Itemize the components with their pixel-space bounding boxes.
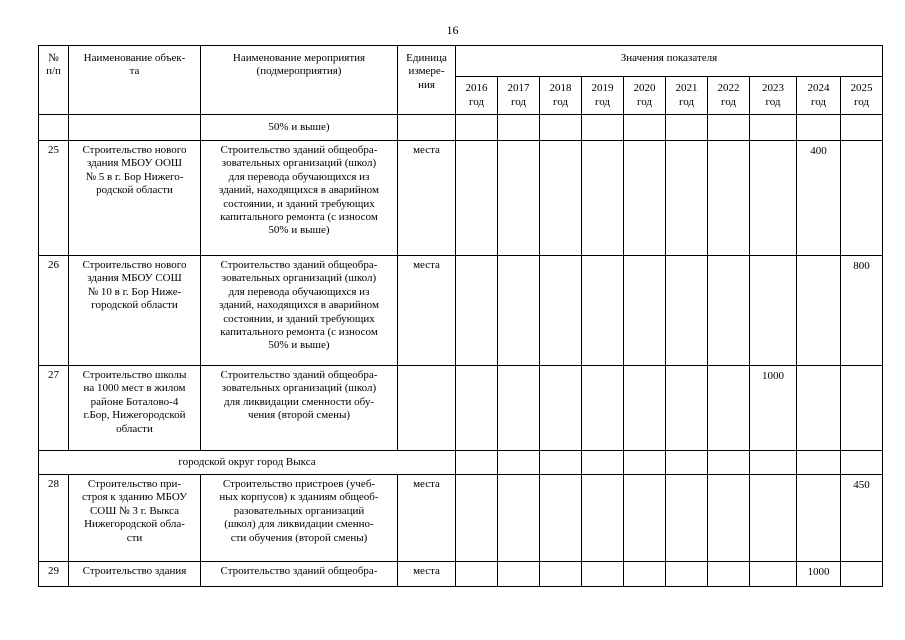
header-measure: Наименование мероприятия (подмероприятия): [201, 46, 398, 115]
cell-value: [624, 451, 666, 475]
cell-measure: Строительство зданий общеобра- зовательных организаций (школ) для перевода обучающихся из зданий, находящихся в аварийном состоянии, и зданий требующих капитального ремонта (с износом 50% и выше): [201, 256, 398, 366]
cell-value: [797, 115, 841, 141]
cell-value: [540, 115, 582, 141]
cell-num: 27: [39, 366, 69, 451]
cell-value: [582, 475, 624, 562]
cell-value: [624, 475, 666, 562]
table-header: [39, 46, 883, 115]
cell-value: [624, 141, 666, 256]
cell-value: [498, 141, 540, 256]
cell-measure: Строительство зданий общеобра-: [201, 562, 398, 587]
header-num: № п/п: [39, 46, 69, 115]
header-year: [666, 77, 708, 115]
year-label: 2016: [465, 82, 488, 95]
header-year: [540, 77, 582, 115]
year-label: 2020: [633, 82, 656, 95]
year-suffix: год: [678, 95, 695, 108]
cell-value: [841, 562, 883, 587]
year-label: 2025: [850, 82, 873, 95]
cell-value: [841, 141, 883, 256]
header-year: [582, 77, 624, 115]
cell-value: [582, 115, 624, 141]
header-object: Наименование объек- та: [69, 46, 201, 115]
cell-value: [708, 141, 750, 256]
cell-value: [708, 451, 750, 475]
cell-value: [708, 256, 750, 366]
indicator-table: [38, 45, 883, 587]
page-number: 16: [446, 23, 459, 37]
cell-value: [624, 366, 666, 451]
header-unit: Единица измере- ния: [398, 46, 456, 115]
cell-value: [456, 366, 498, 451]
table-row-continuation: [39, 115, 883, 141]
cell-value: [582, 562, 624, 587]
cell-value: [540, 366, 582, 451]
header-year: [498, 77, 540, 115]
cell-value: [540, 475, 582, 562]
cell-value: [797, 451, 841, 475]
cell-value: [750, 115, 797, 141]
year-label: 2019: [591, 82, 614, 95]
cell-num: 26: [39, 256, 69, 366]
cell-value: 800: [841, 256, 883, 366]
cell-object: Строительство здания: [69, 562, 201, 587]
cell-value: [666, 115, 708, 141]
cell-unit: места: [398, 475, 456, 562]
cell-value: [498, 366, 540, 451]
cell-object: Строительство нового здания МБОУ ООШ № 5 в г. Бор Нижего- родской области: [69, 141, 201, 256]
cell-value: [750, 451, 797, 475]
cell-value: [797, 475, 841, 562]
cell-value: [456, 256, 498, 366]
cell-value: [582, 366, 624, 451]
header-year: [750, 77, 797, 115]
cell-num: 28: [39, 475, 69, 562]
cell-value: [582, 256, 624, 366]
year-label: 2022: [717, 82, 740, 95]
cell-value: [750, 256, 797, 366]
year-label: 2017: [507, 82, 530, 95]
cell-value: [841, 451, 883, 475]
cell-value: [582, 451, 624, 475]
cell-measure: Строительство зданий общеобра- зовательных организаций (школ) для ликвидации сменности обу- чения (второй смены): [201, 366, 398, 451]
cell-value: [666, 562, 708, 587]
cell-value: [456, 475, 498, 562]
cell-value: [456, 451, 498, 475]
year-suffix: год: [468, 95, 485, 108]
cell-object: Строительство при- строя к зданию МБОУ СОШ № 3 г. Выкса Нижегородской обла- сти: [69, 475, 201, 562]
cell-num: 25: [39, 141, 69, 256]
cell-value: 1000: [797, 562, 841, 587]
cell-value: [841, 115, 883, 141]
cell-value: [666, 451, 708, 475]
table-row: [39, 141, 883, 256]
cell-measure: Строительство зданий общеобра- зовательных организаций (школ) для перевода обучающихся из зданий, находящихся в аварийном состоянии, и зданий требующих капитального ремонта (с износом 50% и выше): [201, 141, 398, 256]
cell-value: [750, 562, 797, 587]
cell-value: [624, 562, 666, 587]
cell-value: [750, 475, 797, 562]
cell-measure: Строительство пристроев (учеб- ных корпусов) к зданиям общеоб- разовательных организаций (школ) для ликвидации сменно- сти обучения (второй смены): [201, 475, 398, 562]
cell-value: [708, 562, 750, 587]
year-suffix: год: [853, 95, 870, 108]
cell-value: [666, 256, 708, 366]
cell-value: [540, 451, 582, 475]
year-label: 2021: [675, 82, 698, 95]
year-suffix: год: [510, 95, 527, 108]
cell-value: [582, 141, 624, 256]
header-year: [456, 77, 498, 115]
cell-value: [666, 475, 708, 562]
cell-object: Строительство школы на 1000 мест в жилом районе Боталово-4 г.Бор, Нижегородской области: [69, 366, 201, 451]
cell-num: 29: [39, 562, 69, 587]
year-label: 2018: [549, 82, 572, 95]
year-suffix: год: [765, 95, 781, 108]
cell-value: [841, 366, 883, 451]
cell-unit: места: [398, 562, 456, 587]
cell-value: [540, 141, 582, 256]
cell-value: 1000: [750, 366, 797, 451]
header-year: [797, 77, 841, 115]
cell-value: [666, 141, 708, 256]
table-row: [39, 366, 883, 451]
cell-value: [456, 115, 498, 141]
cell-value: [498, 115, 540, 141]
cell-value: [624, 115, 666, 141]
header-year: [708, 77, 750, 115]
cell-value: [540, 256, 582, 366]
cell-value: [498, 475, 540, 562]
header-year: [624, 77, 666, 115]
cell-num: [39, 115, 69, 141]
cell-value: [708, 115, 750, 141]
header-values: Значения показателя: [456, 46, 883, 77]
header-year: [841, 77, 883, 115]
cell-value: [666, 366, 708, 451]
year-label: 2023: [762, 82, 784, 95]
year-suffix: год: [720, 95, 737, 108]
cell-unit: места: [398, 141, 456, 256]
year-suffix: год: [636, 95, 653, 108]
cell-unit: [398, 115, 456, 141]
cell-value: [498, 451, 540, 475]
cell-unit: [398, 366, 456, 451]
cell-value: [750, 141, 797, 256]
cell-unit: места: [398, 256, 456, 366]
cell-value: [708, 366, 750, 451]
table-row-section: [39, 451, 883, 475]
cell-value: 450: [841, 475, 883, 562]
cell-value: [624, 256, 666, 366]
cell-value: [498, 562, 540, 587]
cell-value: [797, 256, 841, 366]
cell-value: 400: [797, 141, 841, 256]
cell-value: [456, 141, 498, 256]
year-suffix: год: [594, 95, 611, 108]
cell-value: [708, 475, 750, 562]
section-title: городской округ город Выкса: [39, 451, 456, 475]
year-label: 2024: [807, 82, 830, 95]
table-row: [39, 256, 883, 366]
year-suffix: год: [810, 95, 827, 108]
table-row: [39, 562, 883, 587]
year-suffix: год: [552, 95, 569, 108]
cell-value: [498, 256, 540, 366]
cell-object: [69, 115, 201, 141]
cell-value: [797, 366, 841, 451]
table-row: [39, 475, 883, 562]
cell-value: [456, 562, 498, 587]
cell-measure: 50% и выше): [201, 115, 398, 141]
cell-object: Строительство нового здания МБОУ СОШ № 10 в г. Бор Ниже- городской области: [69, 256, 201, 366]
cell-value: [540, 562, 582, 587]
